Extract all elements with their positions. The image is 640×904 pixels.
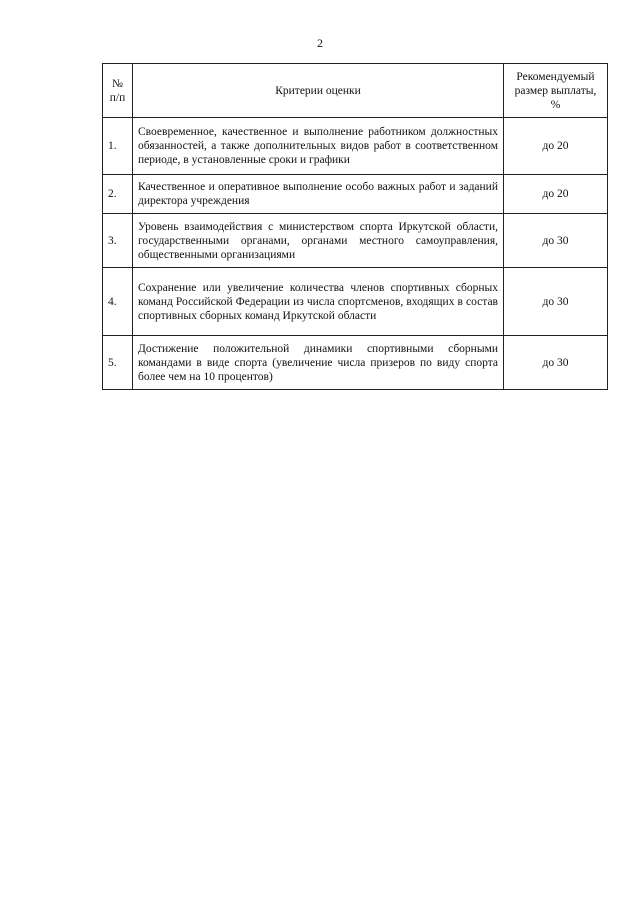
table-row xyxy=(103,214,608,268)
row-payment: до 30 xyxy=(504,214,608,268)
row-payment: до 30 xyxy=(504,268,608,336)
page-number: 2 xyxy=(317,36,323,50)
row-payment: до 20 xyxy=(504,175,608,214)
table-row xyxy=(103,268,608,336)
criteria-table xyxy=(102,63,608,390)
header-criteria: Критерии оценки xyxy=(133,64,504,118)
row-payment: до 20 xyxy=(504,118,608,175)
table-row xyxy=(103,175,608,214)
row-criteria: Достижение положительной динамики спортивными сборными командами в виде спорта (увеличение числа призеров по виду спорта более чем на 10 процентов) xyxy=(133,336,504,390)
row-number: 1. xyxy=(103,118,133,175)
row-criteria: Сохранение или увеличение количества членов спортивных сборных команд Российской Федерации из числа спортсменов, входящих в состав спортивных сборных команд Иркутской области xyxy=(133,268,504,336)
table-row xyxy=(103,118,608,175)
row-criteria: Уровень взаимодействия с министерством спорта Иркутской области, государственными органами, органами местного самоуправления, общественными организациями xyxy=(133,214,504,268)
table-header-row xyxy=(103,64,608,118)
table-row xyxy=(103,336,608,390)
row-number: 4. xyxy=(103,268,133,336)
row-number: 3. xyxy=(103,214,133,268)
row-criteria: Своевременное, качественное и выполнение работником должностных обязанностей, а также дополнительных видов работ в соответственном периоде, в установленные сроки и графики xyxy=(133,118,504,175)
row-number: 2. xyxy=(103,175,133,214)
row-number: 5. xyxy=(103,336,133,390)
header-number: № п/п xyxy=(103,64,133,118)
row-payment: до 30 xyxy=(504,336,608,390)
header-payment: Рекомендуемый размер выплаты, % xyxy=(504,64,608,118)
row-criteria: Качественное и оперативное выполнение особо важных работ и заданий директора учреждения xyxy=(133,175,504,214)
